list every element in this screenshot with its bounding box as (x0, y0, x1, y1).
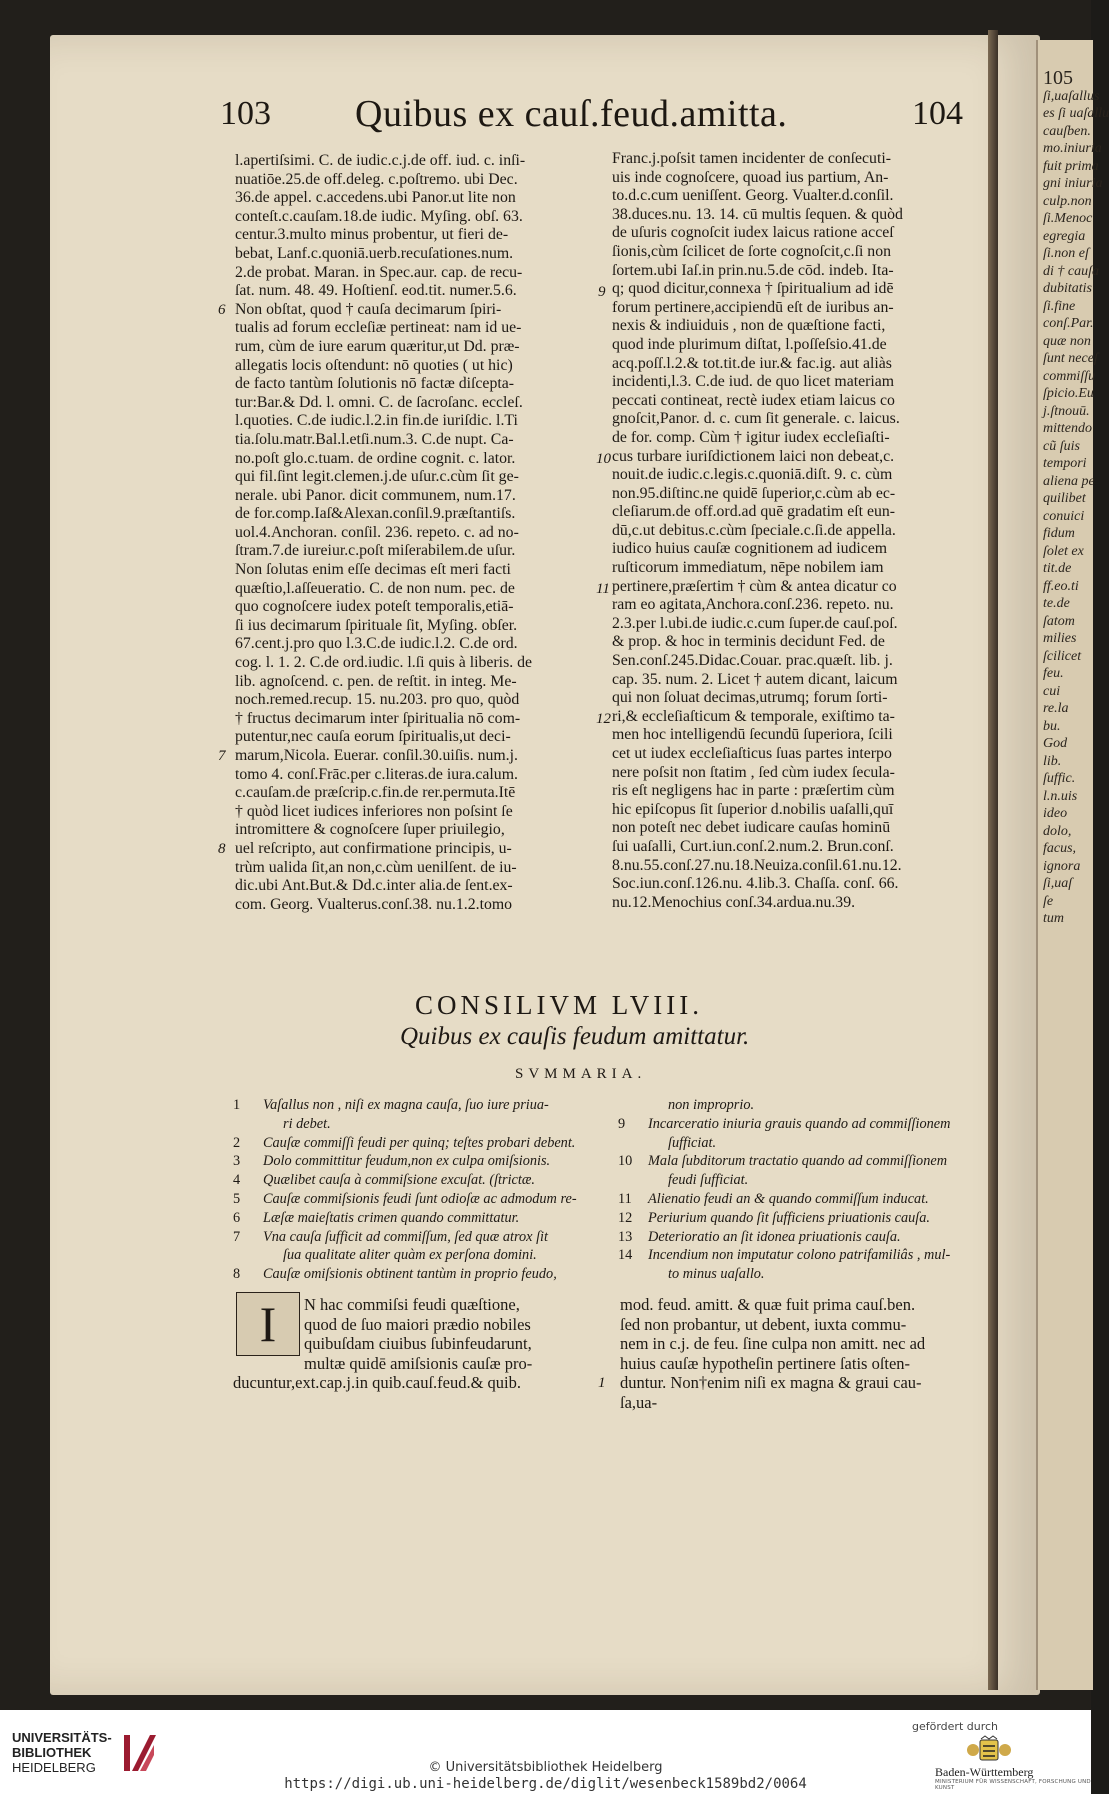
summaria-item (618, 1096, 988, 1115)
summaria-item (618, 1134, 988, 1153)
text-line: l.quoties. C.de iudic.l.2.in fin.de iuriſdic. l.Ti (235, 412, 518, 430)
next-page-line: tempori (1043, 456, 1087, 471)
text-line: marum,Nicola. Euerar. conſil.30.uiſis. num.j. (235, 747, 518, 764)
text-line: ri,& eccleſiaſticum & temporale, exiſtimo ta- (612, 707, 895, 725)
margin-number: 12 (596, 711, 611, 727)
text-line: ſi ius decimarum ſpirituale ſit, Myſing. obſer. (235, 616, 518, 634)
body-text-left-line: ducuntur,ext.cap.j.in quib.cauſ.feud.& quib. (233, 1373, 522, 1392)
footer-bar (0, 1710, 1091, 1794)
body-text-right (620, 1295, 925, 1412)
summaria-number: 6 (233, 1209, 241, 1226)
text-line: ſionis,cùm ſcilicet de ſorte cognoſcit,c.ſi non (612, 242, 892, 260)
text-line: peccati contineat, rectè iudex etiam laicus co (612, 391, 895, 409)
summaria-item (233, 1246, 603, 1265)
summaria-item (618, 1190, 988, 1209)
summaria-item (233, 1152, 603, 1171)
permalink-url[interactable]: https://digi.ub.uni-heidelberg.de/diglit/wesenbeck1589bd2/0064 (284, 1776, 807, 1792)
next-page-line: l.n.uis (1043, 788, 1078, 804)
running-title: Quibus ex cauſ.feud.amitta. (355, 93, 788, 135)
text-line: 67.cent.j.pro quo l.3.C.de iudic.l.2. C.de ord. (235, 635, 518, 653)
text-line: men hoc intelligendū ſecundū ſuperiora, ſcili (612, 726, 893, 744)
text-line: nu.12.Menochius conſ.34.ardua.nu.39. (612, 893, 856, 911)
coat-of-arms-icon (966, 1736, 1012, 1764)
next-page-line: mo.iniuria (1043, 141, 1102, 156)
text-line: non poteſt nec debet iudicare cauſas hominū (612, 819, 891, 837)
next-page-line: milies (1043, 631, 1077, 646)
summaria-number: 12 (618, 1209, 633, 1226)
text-line: ſat. num. 48. 49. Hoſtienſ. eod.tit. numer.5.6. (235, 282, 517, 300)
text-line: cet ut iudex eccleſiaſticus ſuas partes interpo (612, 745, 892, 762)
text-line: tomo 4. conſ.Frāc.per c.literas.de iura.calum. (235, 765, 518, 783)
summaria-number (618, 1134, 648, 1153)
copyright-notice: © Universitätsbibliothek Heidelberg (428, 1760, 663, 1775)
summaria-text: feudi ſufficiat. (668, 1172, 749, 1189)
next-page-line: ideo (1043, 806, 1068, 821)
summaria-number: 13 (618, 1228, 633, 1245)
next-page-line: commiſſu (1043, 368, 1096, 384)
summaria-text: Incarceratio iniuria grauis quando ad commiſſionem (648, 1115, 951, 1132)
next-page-line: ſuffic. (1043, 771, 1076, 786)
summaria-item (618, 1152, 988, 1171)
consilium-subtitle: Quibus ex cauſis feudum amittatur. (400, 1023, 750, 1050)
summaria-text: ri debet. (283, 1115, 331, 1132)
text-line: pertinere,præſertim † cùm & antea dicatur co (612, 577, 897, 595)
summaria-number: 2 (233, 1134, 241, 1151)
summaria-number: 1 (233, 1097, 241, 1113)
next-page-line: tit.de (1043, 561, 1072, 576)
body-text-left-indented (304, 1295, 532, 1373)
text-line: quod de ſuo maiori prædio nobiles (304, 1314, 531, 1334)
sponsor-name: Baden-Württemberg (935, 1765, 1034, 1779)
next-page-edge (1036, 40, 1109, 1690)
text-line: lib. agnoſcend. c. pen. de reſtit. in integ. Me- (235, 672, 517, 690)
text-line: ſa,ua- (620, 1392, 658, 1412)
summaria-text: ſufficiat. (668, 1134, 717, 1151)
next-page-line: ſcilicet (1043, 648, 1082, 664)
text-line: putentur,nec cauſa eorum ſpiritualis,ut deci- (235, 728, 511, 746)
next-page-line: ſi,uaſ (1043, 876, 1073, 891)
next-page-line: dubitatis (1043, 281, 1093, 296)
text-line: qui fil.ſint legit.clemen.j.de uſur.c.cùm ſit ge- (235, 468, 519, 486)
text-line: ram eo agitata,Anchora.conſ.236. repeto. nu. (612, 596, 894, 614)
summaria-text: Dolo committitur feudum,non ex culpa omiſsionis. (263, 1153, 551, 1170)
text-line: N hac commiſsi feudi quæſtione, (304, 1295, 520, 1314)
summaria-number (618, 1265, 648, 1284)
text-line: acq.poſſ.l.2.& tot.tit.de iur.& fac.ig. aut aliàs (612, 354, 892, 372)
text-line: non.95.diſtinc.ne quidē ſuperior,c.cùm ab ec- (612, 484, 896, 502)
summaria-number: 8 (233, 1266, 241, 1283)
summaria-text: ſua qualitate aliter quàm ex perſona domini. (283, 1247, 537, 1264)
text-line: Sen.conſ.245.Didac.Couar. prac.quæſt. lib. j. (612, 652, 893, 670)
summaria-number: 11 (618, 1190, 632, 1207)
next-page-line: es ſi uaſallu (1043, 106, 1109, 121)
summaria-text: Cauſæ commiſſi feudi per quinq; teſtes probari debent. (263, 1134, 576, 1151)
next-page-line: ſi.Menoc (1043, 211, 1093, 226)
consilium-heading: CONSILIVM LVIII. (415, 990, 703, 1020)
next-page-line: fidum (1043, 526, 1075, 541)
summaria-number (233, 1115, 263, 1134)
summaria-text: to minus uaſallo. (668, 1266, 765, 1283)
summaria-item (618, 1171, 988, 1190)
margin-number: 8 (218, 841, 226, 857)
text-line: nere poſsit non ſtatim , ſed cùm iudex ſecula- (612, 763, 895, 781)
summaria-text: Vaſallus non , niſi ex magna cauſa, ſuo iure priua- (263, 1097, 549, 1113)
text-line: conteſt.c.cauſam.18.de iudic. Myſing. obſ. 63. (235, 207, 523, 225)
next-page-line: bu. (1043, 718, 1061, 734)
next-page-line: ſolet ex (1043, 543, 1084, 559)
summaria-number: 9 (618, 1115, 626, 1132)
text-line: cap. 35. num. 2. Licet † autem dicant, laicum (612, 670, 898, 688)
margin-number: 7 (218, 748, 226, 764)
library-name-line: BIBLIOTHEK (12, 1745, 92, 1760)
text-line: noch.remed.recup. 15. nu.203. pro quo, quòd (235, 691, 520, 709)
text-line: tur:Bar.& Dd. l. omni. C. de ſacroſanc. eccleſ. (235, 393, 523, 411)
next-page-line: feu. (1043, 666, 1064, 681)
summaria-heading: SVMMARIA. (515, 1066, 647, 1082)
text-line: & prop. & hoc in terminis decidunt Fed. de (612, 633, 885, 651)
summaria-text: Vna cauſa ſufficit ad commiſſum, ſed quæ atrox ſit (263, 1228, 548, 1245)
summaria-item (233, 1190, 603, 1209)
text-line: allegatis locis oſtendunt: nō quoties ( ut hic) (235, 356, 513, 374)
next-page-line: cũ ſuis (1043, 438, 1080, 454)
text-line: quibuſdam ciuibus ſubinfeudarunt, (304, 1334, 532, 1353)
next-page-line: tum (1043, 911, 1064, 926)
next-page-line: facus, (1043, 841, 1077, 856)
summaria-item (233, 1115, 603, 1134)
summaria-number (233, 1246, 263, 1265)
next-page-line: ſi,uaſallus (1043, 88, 1100, 104)
summaria-number: 7 (233, 1228, 241, 1245)
text-line: forum pertinere,accipiendū eſt de iuribus an- (612, 298, 894, 316)
next-page-line: aliena pe (1043, 473, 1095, 489)
text-line: nouit.de iudic.c.legis.c.quoniā.diſt. 9. c. cùm (612, 466, 893, 484)
text-line: 2.3.per l.ubi.de iudic.c.cum ſuper.de cauſ.poſ. (612, 614, 898, 632)
summaria-text: non improprio. (668, 1097, 755, 1113)
summaria-left-list (233, 1096, 603, 1284)
summaria-number (618, 1171, 648, 1190)
page-gutter (988, 30, 998, 1690)
text-line: de for. comp. Cùm † igitur iudex eccleſiaſti- (612, 428, 890, 446)
summaria-text: Cauſæ omiſsionis obtinent tantùm in proprio feudo, (263, 1266, 557, 1283)
text-line: rum, cùm de iure earum quæritur,ut Dd. præ- (235, 337, 520, 355)
margin-number: 11 (596, 581, 610, 597)
next-page-line: cauſben. (1043, 123, 1091, 139)
text-line: bebat, Lanf.c.quoniā.uerb.recuſationes.num. (235, 244, 514, 262)
summaria-text: Quælibet cauſa à commiſsione excuſat. (ſtrictæ. (263, 1172, 535, 1189)
next-page-line: quilibet (1043, 491, 1086, 506)
text-line: tia.ſolu.matr.Bal.l.etſi.num.3. C.de nupt. Ca- (235, 430, 514, 448)
text-line: nexis & indiuiduis , non de quæſtione facti, (612, 317, 886, 335)
text-line: † quòd licet iudices inferiores non poſsint ſe (235, 802, 513, 820)
text-line: no.poſt glo.c.tuam. de ordine cognit. c. lator. (235, 449, 516, 467)
text-line: de uſuris cognoſcit iudex laicus ratione acceſ (612, 224, 894, 242)
summaria-item (618, 1265, 988, 1284)
summaria-text: Mala ſubditorum tractatio quando ad commiſſionem (648, 1153, 948, 1170)
text-line: ſed non probantur, ut debent, iuxta commu- (620, 1314, 907, 1334)
next-page-line: gni iniuria (1043, 176, 1103, 191)
text-line: dū,c.ut debitus.c.cùm ſpeciale.c.ſi.de appella. (612, 521, 896, 539)
next-page-line: re.la (1043, 701, 1069, 716)
text-line: quo cognoſcere iudex poteſt temporalis,etiā- (235, 598, 514, 616)
next-page-line: God (1043, 736, 1068, 751)
next-page-line: egregia (1043, 228, 1086, 244)
next-page-line: dolo, (1043, 823, 1072, 839)
text-line: tualis ad forum eccleſiæ pertineat: nam id ue- (235, 319, 522, 337)
margin-number: 6 (218, 302, 226, 318)
summaria-right-list (618, 1096, 988, 1284)
text-line: trùm ualida ſit,an non,c.cùm uenilſent. de iu- (235, 858, 517, 876)
summaria-item (233, 1265, 603, 1284)
text-line: ſtram.7.de iureiur.c.poſt miſerabilem.de uſur. (235, 542, 516, 560)
next-page-line: mittendo (1043, 421, 1092, 436)
summaria-item (233, 1171, 603, 1190)
library-name-line: HEIDELBERG (12, 1760, 96, 1775)
next-page-line: fuit prima (1043, 158, 1099, 174)
text-line: qui non ſoluat decimas,utrumq; forum ſorti- (612, 689, 888, 707)
summaria-item (618, 1246, 988, 1265)
sponsor-ministry: MINISTERIUM FÜR WISSENSCHAFT, FORSCHUNG UND KUNST (935, 1779, 1091, 1791)
text-line: q; quod dicitur,connexa † ſpiritualium ad idē (612, 280, 894, 298)
text-line: multæ quidē amiſsionis cauſæ pro- (304, 1353, 533, 1373)
summaria-item (618, 1209, 988, 1228)
folio-number-right: 104 (912, 95, 963, 132)
margin-number: 1 (598, 1375, 606, 1391)
text-line: com. Georg. Vualterus.conſ.38. nu.1.2.tomo (235, 895, 513, 913)
next-page-line: j.ſtnouū. (1043, 403, 1090, 419)
summaria-item (618, 1115, 988, 1134)
text-line: gnoſcit,Panor. d. c. cum ſit generale. c. laicus. (612, 410, 900, 428)
text-line: de facto tantùm ſolutionis nō factæ diſcepta- (235, 375, 514, 393)
summaria-text: Alienatio feudi an & quando commiſſum inducat. (648, 1190, 929, 1207)
text-line: ſui uaſalli, Curt.iun.conſ.2.num.2. Brun.conſ. (612, 837, 894, 855)
text-line: mod. feud. amitt. & quæ fuit prima cauſ.ben. (620, 1295, 916, 1314)
summaria-item (618, 1228, 988, 1247)
text-line: quod inde plurimum diſtat, l.poſſeſsio.41.de (612, 335, 887, 353)
summaria-number: 14 (618, 1247, 633, 1264)
text-line: huius cauſæ hypotheſin pertinere ſatis oſten- (620, 1353, 911, 1373)
text-line: quæſtio,l.aſſeueratio. C. de non num. pec. de (235, 579, 515, 597)
text-line: centur.3.multo minus probentur, ut fieri de- (235, 226, 509, 244)
text-line: 38.duces.nu. 13. 14. cū multis ſequen. & quòd (612, 205, 903, 223)
next-page-line: conſ.Par. (1043, 316, 1094, 331)
next-page-text (1038, 88, 1109, 928)
text-line: Franc.j.poſsit tamen incidenter de conſecuti- (612, 150, 891, 167)
next-page-line: ſpicio.Eu (1043, 386, 1094, 401)
summaria-text: Læſæ maieſtatis crimen quando committatur. (263, 1209, 520, 1226)
text-line: 36.de appel. c.accedens.ubi Panor.ut lite non (235, 189, 516, 207)
text-line: c.cauſam.de præſcrip.c.fin.de rer.permuta.Itē (235, 784, 516, 802)
left-text-column (235, 152, 595, 914)
next-page-line: ff.eo.ti (1043, 578, 1079, 594)
text-line: cog. l. 1. 2. C.de ord.iudic. l.ſi quis à liberis. de (235, 654, 533, 672)
next-page-line: ſe (1043, 893, 1054, 909)
next-page-line: conuici (1043, 508, 1085, 524)
next-page-line: ſi.fine (1043, 298, 1076, 314)
text-line: ruſticorum immediatum, nēpe nobilem iam (612, 559, 884, 577)
next-page-line: ignora (1043, 858, 1081, 874)
text-line: intromittere & cognoſcere ſuper priuilegio, (235, 821, 505, 839)
folio-number-left: 103 (220, 95, 271, 132)
text-line: nem in c.j. de feu. ſine culpa non amitt. nec ad (620, 1334, 926, 1353)
summaria-text: Periurium quando ſit ſufficiens priuationis cauſa. (648, 1209, 930, 1226)
text-line: nerale. ubi Panor. dicit communem, num.17. (235, 486, 516, 504)
next-page-line: te.de (1043, 596, 1070, 611)
text-line: dic.ubi Ant.But.& Dd.c.inter alia.de ſent.ex- (235, 877, 513, 895)
next-page-line: cui (1043, 683, 1061, 699)
text-line: 8.nu.55.conſ.27.nu.18.Neuiza.conſil.61.nu.12. (612, 856, 902, 874)
summaria-item (233, 1134, 603, 1153)
text-line: hic epiſcopus ſit ſuperior d.nobilis uaſalli,quī (612, 800, 894, 818)
text-line: de for.comp.Iaſ&Alexan.conſil.9.præſtantiſs. (235, 505, 516, 523)
margin-number: 10 (596, 451, 611, 467)
next-page-line: lib. (1043, 753, 1062, 769)
summaria-number: 4 (233, 1172, 241, 1189)
text-line: † fructus decimarum inter ſpiritualia nō com- (235, 709, 521, 727)
text-line: duntur. Non†enim niſi ex magna & graui cau- (620, 1373, 922, 1392)
right-text-column (612, 150, 987, 912)
summaria-text: Incendium non imputatur colono patrifamiliâs , mul- (648, 1247, 951, 1264)
decorated-initial: I (236, 1292, 300, 1356)
next-page-line: quæ non (1043, 333, 1091, 349)
text-line: uel reſcripto, aut confirmatione principis, u- (235, 839, 512, 857)
text-line: ſortem.ubi Iaſ.in prin.nu.5.de cōd. indeb. Ita- (612, 261, 894, 279)
next-page-line: ſatom (1043, 613, 1075, 629)
text-line: Soc.iun.conſ.126.nu. 4.lib.3. Chaſſa. conſ. 66. (612, 875, 899, 893)
next-page-folio: 105 (1043, 67, 1073, 89)
next-page-line: ſi.non eſ (1043, 246, 1089, 261)
summaria-number: 10 (618, 1153, 633, 1170)
summaria-item (233, 1228, 603, 1247)
text-line: uol.4.Anchoran. conſil. 236. repeto. c. ad no- (235, 523, 519, 541)
summaria-number (618, 1096, 648, 1115)
text-line: incidenti,l.3. C.de iud. de quo licet materiam (612, 373, 895, 391)
library-name-line: UNIVERSITÄTS- (12, 1730, 112, 1745)
margin-number: 9 (598, 284, 606, 300)
text-line: Non ſolutas enim eſſe decimas eſt meri facti (235, 561, 511, 579)
summaria-text: Cauſæ commiſsionis feudi ſunt odioſæ ac admodum re- (263, 1190, 577, 1207)
text-line: to.d.c.cum ueniſſent. Georg. Vualter.d.conſil. (612, 187, 894, 205)
next-page-line: di † cauſa (1043, 263, 1099, 279)
text-line: l.apertiſsimi. C. de iudic.c.j.de off. iud. c. inſi- (235, 152, 526, 169)
text-line: 2.de probat. Maran. in Spec.aur. cap. de recu- (235, 263, 523, 281)
summaria-number: 3 (233, 1153, 241, 1170)
next-page-line: ſunt neceſ (1043, 351, 1098, 366)
summaria-number: 5 (233, 1190, 241, 1207)
text-line: iudico huius cauſæ cognitionem ad iudicem (612, 540, 888, 558)
funded-by-label: gefördert durch (912, 1720, 999, 1733)
next-page-line: culp.non (1043, 193, 1092, 209)
text-line: nuatiōe.25.de off.deleg. c.poſtremo. ubi Dec. (235, 170, 518, 188)
text-line: cleſiarum.de off.ord.ad quē gradatim eſt eun- (612, 503, 896, 521)
text-line: uis inde cognoſcere, quoad ius partium, An- (612, 168, 889, 186)
text-line: ris eſt negligens hac in parte : præſertim cùm (612, 782, 895, 800)
text-line: cus turbare iuriſdictionem laici non debeat,c. (612, 447, 895, 465)
summaria-item (233, 1096, 603, 1115)
summaria-text: Deterioratio an ſit idonea priuationis cauſa. (648, 1228, 901, 1245)
text-line: Non obſtat, quod † cauſa decimarum ſpiri- (235, 300, 502, 318)
summaria-item (233, 1209, 603, 1228)
